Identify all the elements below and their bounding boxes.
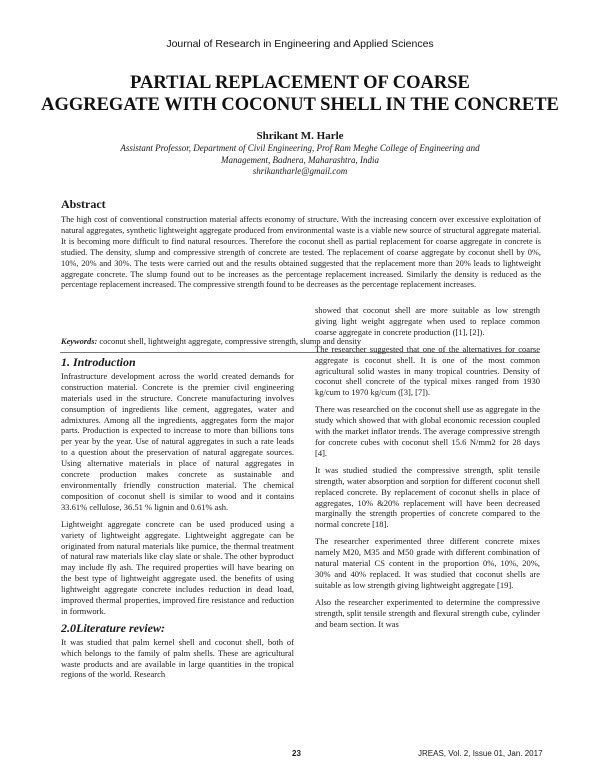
abstract-text: The high cost of conventional construction material affects economy of structure. With the increasing concern over excessive exploitation of natural aggregates, synthetic lightweight aggregate produced from environmental waste is a viable new source of structural aggregate material. It is becoming more difficult to find natural resources. Therefore the coconut shell as partial replacement for coarse aggregate in concrete is studied. The density, slump and compressive strength of concrete are tested. The replacement of coarse aggregate by coconut shell by 0%, 10%, 20% and 30%. The tests were carried out and the results obtained suggested that the replacement more than 20% leads to lightweight aggregate concrete. The slump found out to be increases as the percentage replacement increased. Similarly the density is reduced as the percentage replacement increased. The compressive strength found to be decreases as the percentage replacement increases. xyxy=(61,215,541,290)
title-line-1: PARTIAL REPLACEMENT OF COARSE xyxy=(130,73,470,93)
intro-paragraph-2: Lightweight aggregate concrete can be used produced using a variety of lightweight aggregate. Lightweight aggregate can be originated from natural materials like pumice, the thermal treatment of natural raw materials like clay slate or shale. The other byproduct may include fly ash. The required properties will have bearing on the best type of lightweight aggregate used. the benefits of using lightweight aggregate concrete includes reduction in dead load, improved thermal properties, improved fire resistance and reduction in formwork. xyxy=(61,518,294,616)
literature-review-heading: 2.0Literature review: xyxy=(61,620,165,635)
right-column xyxy=(315,305,540,635)
title-line-2: AGGREGATE WITH COCONUT SHELL IN THE CONCRETE xyxy=(41,95,559,115)
left-column xyxy=(61,357,294,686)
literature-paragraph-1: It was studied that palm kernel shell and coconut shell, both of which belongs to the family of palm shells. These are agricultural waste products and are available in large quantities in the tropical regions of the world. Research xyxy=(61,636,294,680)
paper-title xyxy=(40,72,560,116)
introduction-heading: 1. Introduction xyxy=(61,355,136,369)
page-number: 23 xyxy=(292,749,301,758)
author-affiliation xyxy=(110,143,490,178)
right-paragraph-4: It was studied studied the compressive strength, split tensile strength, water absorption and sorption for different coconut shell replaced concrete. By replacement of coconut shells in place of aggregates, 10% &20% replacement will have been decreased marginally the strength properties of concrete compared to the normal concrete [18]. xyxy=(315,464,540,530)
right-paragraph-6: Also the researcher experimented to determine the compressive strength, split tensile strength and flexural strength cube, cylinder and beam section. It was xyxy=(315,596,540,629)
right-paragraph-3: There was researched on the coconut shell use as aggregate in the study which showed that with global economic recession coupled with the market inflator trends. The average compressive strength for concrete cubes with coconut shell 15.6 N/mm2 for 28 days [4]. xyxy=(315,404,540,458)
right-paragraph-1: showed that coconut shell are more suitable as low strength giving light weight aggregate when used to replace common coarse aggregate in concrete production ([1], [2]). xyxy=(315,305,540,337)
author-email: shrikantharle@gmail.com xyxy=(252,166,348,176)
author-name: Shrikant M. Harle xyxy=(256,130,344,142)
right-paragraph-5: The researcher experimented three different concrete mixes namely M20, M35 and M50 grade with different combination of natural material CS content in the proportion 0%, 10%, 20%, 30% and 40% replaced. It was studied that coconut shells are suitable as low strength giving lightweight aggregate [19]. xyxy=(315,536,540,590)
abstract-heading: Abstract xyxy=(61,197,106,211)
affiliation-line-2: Management, Badnera, Maharashtra, India xyxy=(221,154,379,165)
intro-paragraph-1: Infrastructure development across the world created demands for construction material. Concrete is the premier civil engineering materials used in the structure. Concrete manufacturing involves consumption of ingredients like cement, aggregates, water and admixtures. Among all the ingredients, aggregates form the major parts. Production is expected to increase to more than billions tons per year by the year. Use of natural aggregates in such a rate leads to a question about the preservation of natural aggregate sources. Using alternative materials in place of natural aggregates in concrete production makes concrete as sustainable and environmentally friendly construction material. The chemical composition of coconut shell is similar to wood and it contains 33.61% cellulose, 36.51 % lignin and 0.61% ash. xyxy=(61,370,294,512)
right-paragraph-2: The researcher suggested that one of the alternatives for coarse aggregate is coconut shell. It is one of the most common agricultural solid wastes in many tropical countries. Density of coconut shell concrete of the typical mixes ranged from 1930 kg/cum to 1970 kg/cum ([3], [7]). xyxy=(315,343,540,398)
journal-header: Journal of Research in Engineering and Applied Sciences xyxy=(166,38,434,50)
keywords-label: Keywords: xyxy=(61,337,98,346)
affiliation-line-1: Assistant Professor, Department of Civil Engineering, Prof Ram Meghe College of Engineering and xyxy=(120,143,480,153)
footer-citation: JREAS, Vol. 2, Issue 01, Jan. 2017 xyxy=(418,749,543,758)
keywords-list: coconut shell, lightweight aggregate, compressive strength, slump and density xyxy=(97,337,362,346)
